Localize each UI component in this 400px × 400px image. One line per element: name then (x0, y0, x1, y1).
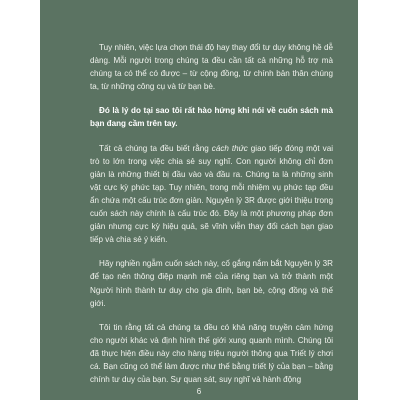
paragraph-1: Tuy nhiên, việc lựa chọn thái độ hay thay đổi tư duy không hề dễ dàng. Mỗi người trong chúng ta đều cần tất cả những hỗ trợ mà chúng ta có thể có được – từ cộng đồng, từ chính bản thân chúng ta, từ những công cụ và từ bạn bè. (90, 43, 333, 92)
paragraph-4: Hãy nghiền ngẫm cuốn sách này, cố gắng nắm bắt Nguyên lý 3R để tạo nên thông điệp mạnh mẽ của riêng bạn và trở thành một Người hình thành tư duy cho gia đình, bạn bè, cộng đồng và thế giới. (90, 259, 333, 308)
paragraph-3 (90, 142, 333, 247)
page-number: 6 (196, 387, 202, 396)
emphasized-paragraph: Đó là lý do tại sao tôi rất hào hứng khi nói về cuốn sách mà bạn đang cầm trên tay. (90, 106, 333, 129)
book-page (40, 0, 358, 400)
italic-phrase: cách thức (211, 143, 248, 153)
paragraph-3-rest: giao tiếp đóng một vai trò to lớn trong việc chia sẻ suy nghĩ. Con người không chỉ đơn giản là những thiết bị đầu vào và đầu ra. Chúng ta là những sinh vật cực kỳ phức tạp. Tuy nhiên, trong mỗi nhiệm vụ phức tạp đều ẩn chứa một cấu trúc đơn giản. Nguyên lý 3R được giới thiệu trong cuốn sách này chính là cấu trúc đó. Đây là một phương pháp đơn giản nhưng cực kỳ hiệu quả, sẽ vĩnh viễn thay đổi cách bạn giao tiếp và chia sẻ ý kiến. (90, 143, 333, 245)
paragraph-3-start: Tất cả chúng ta đều biết rằng (99, 143, 212, 153)
paragraph-5: Tôi tin rằng tất cả chúng ta đều có khả năng truyền cảm hứng cho người khác và định hình thế giới xung quanh mình. Chúng tôi đã thực hiện điều này cho hàng triệu người thông qua Triết lý chơi cá. Bạn cũng có thể làm được như thế bằng triết lý của bạn – bằng chính tư duy của bạn. Sự quan sát, suy nghĩ và hành động (90, 322, 333, 385)
